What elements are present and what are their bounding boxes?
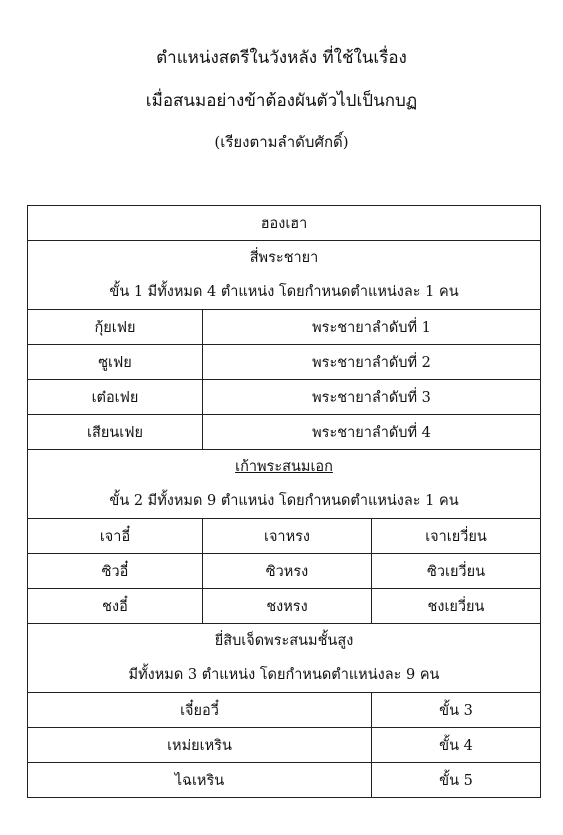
consort-rank: พระชายาลำดับที่ 2 [203,345,541,380]
table-cell: เจาหรง [203,519,372,554]
consorts-section-header [28,241,541,310]
concubine-level: ขั้น 4 [372,728,541,763]
table-row [28,763,541,798]
page-title-line-3: (เรียงตามลำดับศักดิ์) [214,133,349,151]
table-row [28,310,541,345]
concubine-name: เหม่ยเหริน [28,728,372,763]
table-cell: ซิวหรง [203,554,372,589]
concubine-level: ขั้น 3 [372,693,541,728]
page-title-line-1: ตำแหน่งสตรีในวังหลัง ที่ใช้ในเรื่อง [156,48,407,68]
consort-name: กุ้ยเฟย [28,310,203,345]
table-cell: ชงเยวี่ยน [372,589,541,624]
table-row [28,589,541,624]
consort-name: ซูเฟย [28,345,203,380]
table-cell: ซิวเยวี่ยน [372,554,541,589]
rank-table [27,205,541,798]
nine-consorts-subtitle: ขั้น 2 มีทั้งหมด 9 ตำแหน่ง โดยกำหนดตำแหน่งละ 1 คน [109,493,459,509]
consort-rank: พระชายาลำดับที่ 4 [203,415,541,450]
table-row [28,554,541,589]
twentyseven-section-header [28,624,541,693]
nine-consorts-title: เก้าพระสนมเอก [235,459,333,475]
consort-name: เสียนเฟย [28,415,203,450]
page-title-line-2: เมื่อสนมอย่างข้าต้องผันตัวไปเป็นกบฏ [145,91,418,111]
table-row [28,728,541,763]
table-row [28,380,541,415]
table-cell: เจาอี๋ [28,519,203,554]
table-cell: เจาเยวี่ยน [372,519,541,554]
consort-rank: พระชายาลำดับที่ 1 [203,310,541,345]
consorts-title: สี่พระชายา [249,250,319,266]
table-row [28,415,541,450]
concubine-name: ไฉเหริน [28,763,372,798]
concubine-name: เจี๋ยอวี๋ [28,693,372,728]
table-row [28,519,541,554]
table-row [28,345,541,380]
consorts-subtitle: ขั้น 1 มีทั้งหมด 4 ตำแหน่ง โดยกำหนดตำแหน่งละ 1 คน [109,284,459,300]
table-row [28,693,541,728]
consort-name: เต๋อเฟย [28,380,203,415]
nine-consorts-section-header [28,450,541,519]
twentyseven-title: ยี่สิบเจ็ดพระสนมชั้นสูง [214,633,354,649]
twentyseven-subtitle: มีทั้งหมด 3 ตำแหน่ง โดยกำหนดตำแหน่งละ 9 คน [128,667,440,683]
table-cell: ชงหรง [203,589,372,624]
table-cell: ซิวอี๋ [28,554,203,589]
table-cell: ชงอี๋ [28,589,203,624]
concubine-level: ขั้น 5 [372,763,541,798]
empress-header: ฮองเฮา [28,206,541,241]
consort-rank: พระชายาลำดับที่ 3 [203,380,541,415]
